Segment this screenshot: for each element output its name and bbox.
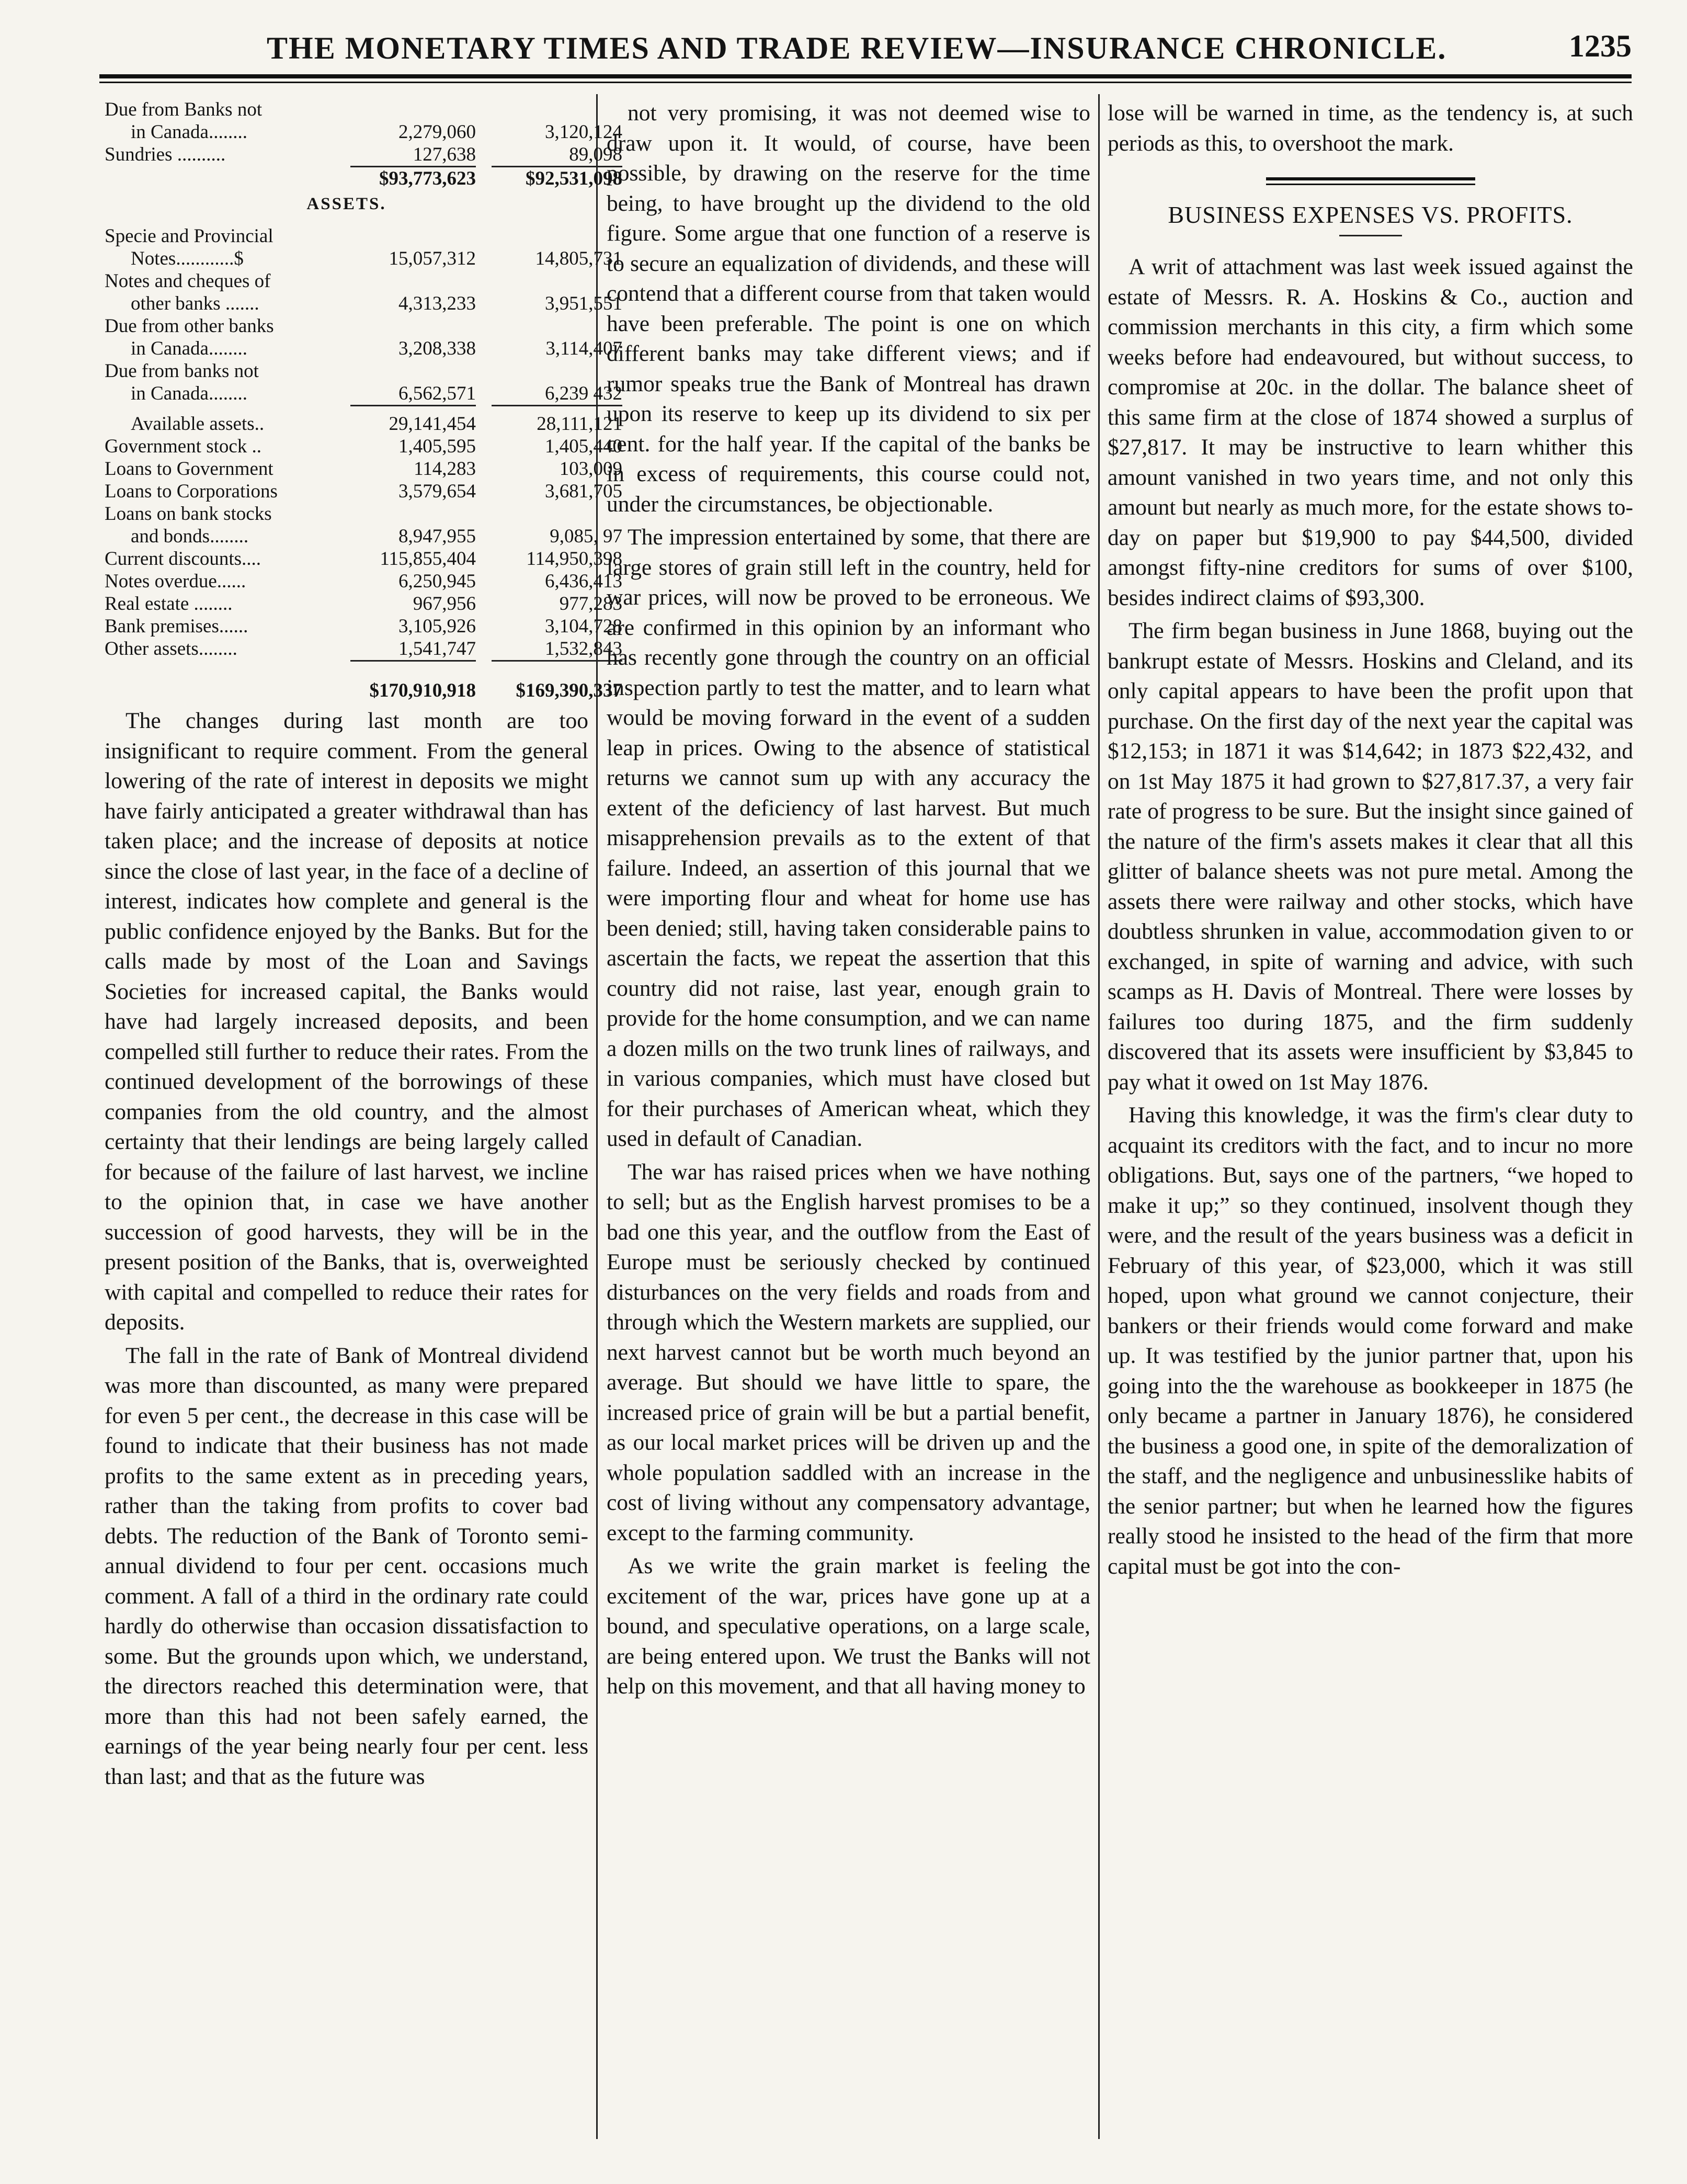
liabilities-total-1875: $92,531,098 (526, 168, 622, 189)
statement-value-1876: 114,283 (414, 458, 476, 480)
statement-row (105, 638, 622, 660)
statement-value-1876: 6,562,571 (398, 383, 476, 404)
statement-value-1876: 3,579,654 (398, 481, 476, 502)
col3-article (1108, 252, 1633, 1582)
article-paragraph: The firm began business in June 1868, buying out the bankrupt estate of Messrs. Hoskins and Cleland, and its only capital appears to have been the profit upon that purchase. On the first day of the next year the capital was $12,153; in 1871 it was $14,642; in 1873 $22,432, and on 1st May 1875 it had grown to $27,817.37, a very fair rate of progress to be sure. But the insight since gained of the nature of the firm's assets makes it clear that all this glitter of balance sheets was not pure metal. Among the assets there were railway and other stocks, which have doubtless shrunken in value, accommodation given to or exchanged, in spite of warning and advice, with such scamps as H. Davis of Montreal. There were losses by failures too during 1875, and the firm suddenly discovered that its assets were insufficient by $3,845 to pay what it owed on 1st May 1876. (1108, 618, 1633, 1095)
statement-row-label: Specie and Provincial (105, 225, 273, 247)
column-divider (1098, 94, 1100, 2139)
assets-total-row (105, 679, 622, 702)
running-title: THE MONETARY TIMES AND TRADE REVIEW—INSURANCE CHRONICLE. (267, 31, 1447, 65)
article-paragraph: The fall in the rate of Bank of Montreal dividend was more than discounted, as many were prepared for even 5 per cent., the decrease in this case will be found to indicate that their business has not made profits to the same extent as in preceding years, rather than the taking from profits to cover bad debts. The reduction of the Bank of Toronto semi-annual dividend to four per cent. occasions much comment. A fall of a third in the ordinary rate could hardly do otherwise than occasion dissatisfaction to some. But the grounds upon which, we understand, the directors reached this determination were, that more than this had not been safely earned, the earnings of the year being nearly four per cent. less than last; and that as the future was (105, 1343, 588, 1789)
statement-value-1875: 977,283 (559, 593, 622, 615)
assets-heading: ASSETS. (306, 195, 386, 213)
col1-article (105, 706, 588, 1792)
statement-value-1875: 3,114,407 (545, 338, 622, 359)
statement-value-1876: 15,057,312 (389, 248, 476, 269)
bank-statement-table (105, 98, 622, 702)
page-number: 1235 (1569, 29, 1632, 63)
statement-row-label: Other assets........ (105, 638, 237, 659)
statement-value-1875: 1,405,440 (545, 436, 622, 457)
statement-row-label: and bonds........ (131, 526, 249, 547)
statement-row-label: Current discounts.... (105, 548, 261, 570)
statement-value-1876: 2,279,060 (398, 121, 476, 143)
statement-row (105, 548, 622, 570)
statement-value-1875: 103,009 (559, 458, 622, 480)
statement-row (105, 225, 588, 247)
statement-row-label: Government stock .. (105, 436, 262, 457)
statement-row-label: Real estate ........ (105, 593, 233, 615)
article-paragraph: The impression entertained by some, that there are large stores of grain still left in the country, held for war prices, will now be proved to be erroneous. We are confirmed in this opinion by an informant who has recently gone through the country on an official inspection partly to test the matter, and to learn what would be moving forward in the event of a sudden leap in prices. Owing to the absence of statistical returns we cannot sum up with any accuracy the extent of the deficiency of last harvest. But much misapprehension prevails as to the extent of that failure. Indeed, an assertion of this journal that we were importing flour and wheat for home use has been denied; still, having taken considerable pains to ascertain the facts, we repeat the assertion that this country did not raise, last year, enough grain to provide for the home consumption, and we can name a dozen mills on the two trunk lines of railways, and in various companies, which must have closed but for their purchases of American wheat, which they used in default of Canadian. (607, 525, 1090, 1151)
statement-row (105, 570, 622, 593)
statement-row (105, 121, 622, 143)
liabilities-total-row (105, 167, 622, 190)
statement-row (105, 480, 622, 503)
statement-value-1876: 1,541,747 (398, 638, 476, 659)
statement-row (105, 98, 588, 121)
statement-value-1876: 3,105,926 (398, 616, 476, 637)
header-rule-thin (99, 82, 1632, 83)
statement-row-label: other banks ....... (131, 293, 259, 314)
statement-value-1876: 967,956 (413, 593, 476, 615)
statement-value-1875: 3,120,124 (545, 121, 622, 143)
statement-row (105, 593, 622, 615)
statement-value-1876: 127,638 (413, 144, 476, 165)
column-1 (105, 98, 622, 1792)
statement-row-label: Due from other banks (105, 315, 274, 337)
column-2 (607, 98, 1090, 1702)
statement-value-1875: 3,681,705 (545, 481, 622, 502)
statement-value-1875: 3,951,551 (545, 293, 622, 314)
article-paragraph: The changes during last month are too insignificant to require comment. From the general lowering of the rate of interest in deposits we might have fairly anticipated a greater withdrawal than has taken place; and the increase of deposits at notice since the close of last year, in the face of a decline of interest, indicates how complete and general is the public confidence enjoyed by the Banks. But for the calls made by most of the Loan and Savings Societies for increased capital, the Banks would have had largely increased deposits, and been compelled still further to reduce their rates. From the continued development of the borrowings of these companies from the old country, and the almost certainty that their lendings are being largely called for because of the failure of last harvest, we incline to the opinion that, in case we have another succession of good harvests, they will be in the present position of the Banks, that is, overweighted with capital and compelled to reduce their rates for deposits. (105, 708, 588, 1335)
statement-row (105, 413, 622, 435)
statement-value-1875: 1,532,843 (545, 638, 622, 659)
statement-row (105, 360, 588, 382)
statement-row (105, 382, 622, 405)
statement-row (105, 525, 622, 548)
statement-value-1875: 28,111,121 (537, 413, 622, 435)
statement-value-1876: 3,208,338 (398, 338, 476, 359)
article-paragraph: Having this knowledge, it was the firm's clear duty to acquaint its creditors with the fact, and to incur no more obligations. But, says one of the partners, “we hoped to make it up;” so they continued, insolvent though they were, and the result of the years business was a deficit in February of this year, of $23,000, which it was still hoped, upon what ground we cannot conjecture, their bankers or their friends would come forward and make up. It was testified by the junior partner that, upon his going into the the warehouse as bookkeeper in 1875 (he only became a partner in January 1876), he considered the business a good one, in spite of the demoralization of the staff, and the negligence and unbusinesslike habits of the senior partner; but when he learned how the figures really stood he insisted to the head of the firm that more capital must be got into the con- (1108, 1102, 1633, 1579)
article-paragraph: A writ of attachment was last week issued against the estate of Messrs. R. A. Hoskins & Co., auction and commission merchants in this city, a firm which some weeks before had endeavoured, but without success, to compromise at 20c. in the dollar. The balance sheet of this same firm at the close of 1874 showed a surplus of $27,817. It may be instructive to learn whither this amount vanished in two years time, and not only this amount but nearly as much more, for the estate shows to-day on paper but $19,900 to pay $44,500, divided amongst fifty-nine creditors for sums of over $100, besides indirect claims of $93,300. (1108, 254, 1633, 610)
statement-row-label: Bank premises...... (105, 616, 248, 637)
statement-row-label: Sundries .......... (105, 144, 226, 165)
statement-row (105, 270, 588, 292)
assets-total-1875: $169,390,337 (516, 680, 622, 701)
statement-row-label: Notes overdue...... (105, 571, 246, 592)
statement-value-1875: 14,805,731 (535, 248, 622, 269)
statement-value-1876: 8,947,955 (398, 526, 476, 547)
title-rule (1339, 235, 1402, 236)
statement-row-label: in Canada........ (131, 383, 247, 404)
statement-row-label: Due from banks not (105, 360, 259, 382)
statement-row-label: in Canada........ (131, 121, 247, 143)
article-paragraph: As we write the grain market is feeling the excitement of the war, prices have gone up at a bound, and speculative operations, on a large scale, are being entered upon. We trust the Banks will not help on this movement, and that all having money to (607, 1553, 1090, 1699)
statement-row (105, 337, 622, 360)
article-paragraph: not very promising, it was not deemed wise to draw upon it. It would, of course, have been possible, by drawing on the reserve for the time being, to have brought up the dividend to the old figure. Some argue that one function of a reserve is to secure an equalization of dividends, and these will contend that a different course from that taken would have been preferable. The point is one on which different banks may take different views; and if rumor speaks true the Bank of Montreal has drawn upon its reserve to keep up its dividend to six per cent. for the half year. If the capital of the banks be in excess of requirements, this course could not, under the circumstances, be objectionable. (607, 100, 1090, 517)
statement-value-1876: 4,313,233 (398, 293, 476, 314)
statement-value-1875: 89,098 (569, 144, 622, 165)
assets-total-1876: $170,910,918 (369, 680, 476, 701)
statement-row (105, 143, 622, 166)
statement-value-1876: 29,141,454 (389, 413, 476, 435)
statement-value-1875: 6,436,413 (545, 571, 622, 592)
statement-value-1875: 114,950,398 (526, 548, 622, 570)
statement-row (105, 503, 588, 525)
statement-row-label: Available assets.. (131, 413, 265, 435)
article-paragraph: The war has raised prices when we have nothing to sell; but as the English harvest promises to be a bad one this year, and the outflow from the East of Europe must be seriously checked by continued disturbances on the very fields and roads from and through which the Western markets are supplied, our next harvest cannot but be worth much beyond an average. But should we have little to spare, the increased price of grain will be but a partial benefit, as our local market prices will be driven up and the whole population saddled with an increase in the cost of living without any compensatory advantage, except to the farming community. (607, 1159, 1090, 1545)
statement-row (105, 615, 622, 638)
header-rule-thick (99, 74, 1632, 78)
statement-row-label: Due from Banks not (105, 99, 263, 120)
statement-row (105, 247, 622, 270)
statement-row-label: Loans to Government (105, 458, 273, 480)
statement-row-label: Loans to Corporations (105, 481, 278, 502)
statement-row (105, 435, 622, 458)
statement-value-1875: 3,104,728 (545, 616, 622, 637)
liabilities-total-1876: $93,773,623 (379, 168, 476, 189)
statement-row (105, 292, 622, 315)
statement-row-label: in Canada........ (131, 338, 247, 359)
article-title: BUSINESS EXPENSES VS. PROFITS. (1168, 201, 1573, 228)
statement-row-label: Notes and cheques of (105, 270, 271, 292)
section-rule (1266, 184, 1475, 185)
statement-row (105, 458, 622, 480)
statement-value-1875: 9,085, 97 (550, 526, 622, 547)
statement-value-1876: 6,250,945 (398, 571, 476, 592)
column-3 (1108, 98, 1633, 1582)
statement-row-label: Loans on bank stocks (105, 503, 272, 525)
col3-lead-paragraph: lose will be warned in time, as the tendency is, at such periods as this, to overshoot the mark. (1108, 100, 1633, 156)
statement-value-1876: 1,405,595 (398, 436, 476, 457)
section-rule (1266, 177, 1475, 180)
statement-row (105, 315, 588, 337)
statement-row-label: Notes............$ (131, 248, 244, 269)
statement-value-1875: 6,239 432 (545, 383, 622, 404)
statement-value-1876: 115,855,404 (380, 548, 476, 570)
col2-article (607, 98, 1090, 1702)
